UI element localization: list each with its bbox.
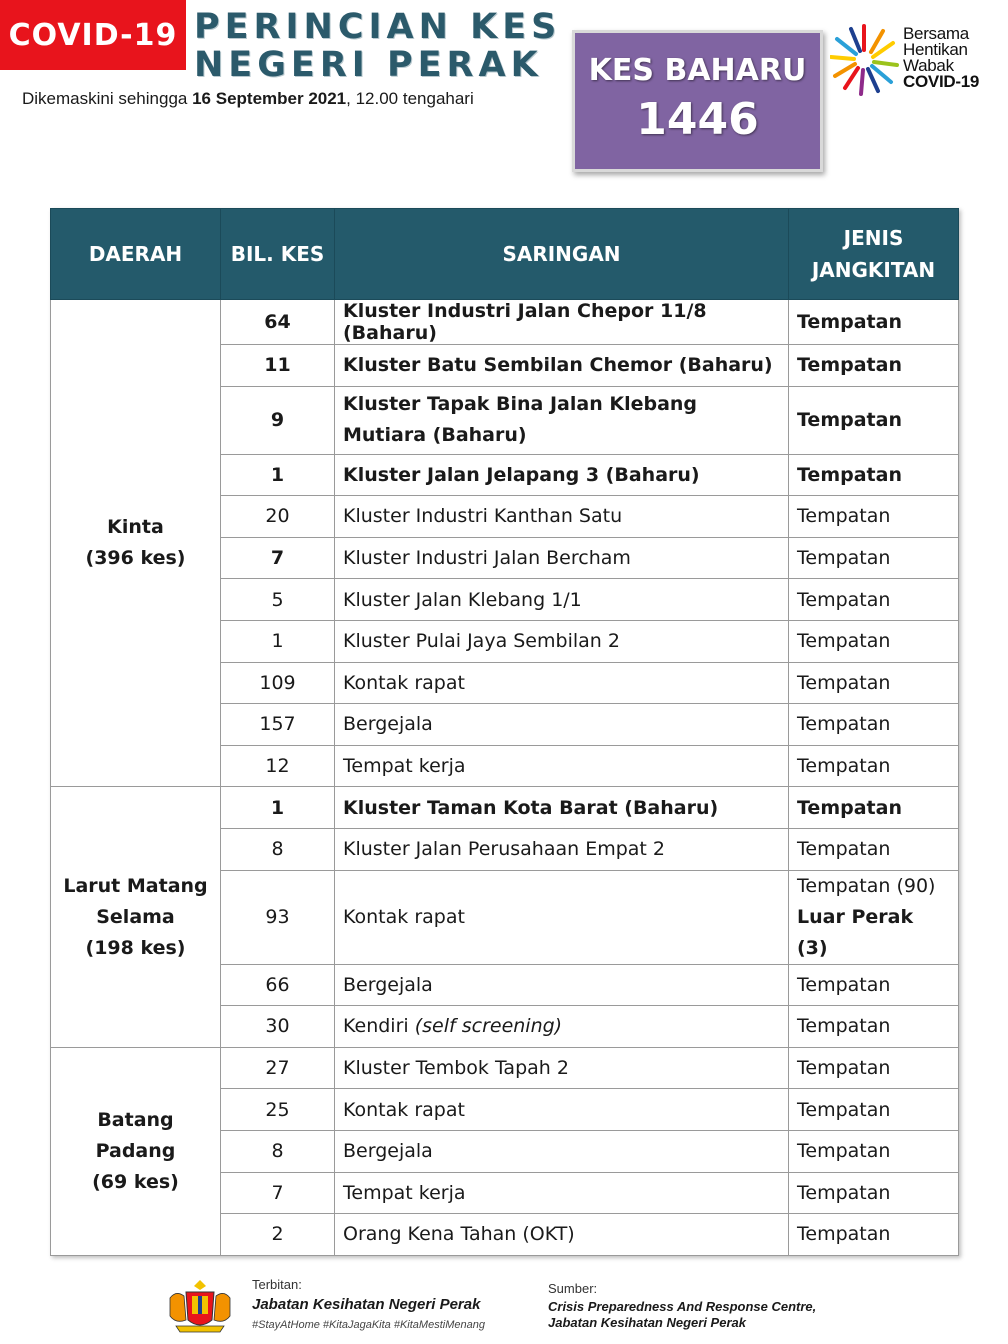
table-row <box>51 1047 959 1089</box>
bil-kes-cell: 93 <box>221 870 335 964</box>
daerah-name-line1: Larut Matang <box>63 874 208 897</box>
bil-kes-cell: 157 <box>221 704 335 746</box>
bil-kes-cell: 1 <box>221 787 335 829</box>
source-label: Sumber: <box>548 1281 598 1296</box>
footer-source <box>548 1281 816 1331</box>
source-line2: Jabatan Kesihatan Negeri Perak <box>548 1315 746 1330</box>
header-bil-kes: BIL. KES <box>221 209 335 300</box>
saringan-cell: Tempat kerja <box>335 745 789 787</box>
publisher-label: Terbitan: <box>252 1277 302 1292</box>
jenis-cell: Tempatan <box>789 964 959 1006</box>
jenis-cell: Tempatan <box>789 1130 959 1172</box>
jenis-cell: Tempatan <box>789 300 959 345</box>
publisher-name: Jabatan Kesihatan Negeri Perak <box>252 1296 481 1313</box>
bil-kes-cell: 9 <box>221 386 335 454</box>
daerah-name: Batang Padang <box>95 1108 176 1162</box>
jenis-cell: Tempatan <box>789 620 959 662</box>
saringan-cell: Kluster Taman Kota Barat (Baharu) <box>335 787 789 829</box>
daerah-name-line2: Selama <box>96 905 175 928</box>
bil-kes-cell: 5 <box>221 579 335 621</box>
page-title-line2: NEGERI PERAK <box>194 45 543 85</box>
header-saringan: SARINGAN <box>335 209 789 300</box>
saringan-cell <box>335 1006 789 1048</box>
daerah-name: Kinta <box>107 516 164 539</box>
jenis-line1: Tempatan (90) <box>797 874 936 897</box>
saringan-cell: Kluster Industri Jalan Bercham <box>335 537 789 579</box>
bil-kes-cell: 20 <box>221 496 335 538</box>
header-daerah: DAERAH <box>51 209 221 300</box>
jenis-cell: Tempatan <box>789 662 959 704</box>
updated-date: 16 September 2021 <box>192 89 347 108</box>
bil-kes-cell: 64 <box>221 300 335 345</box>
campaign-line4: COVID-19 <box>903 72 980 91</box>
bil-kes-cell: 12 <box>221 745 335 787</box>
saringan-cell: Kontak rapat <box>335 662 789 704</box>
daerah-larut-matang-selama <box>51 787 221 1047</box>
page-title <box>194 8 561 84</box>
jenis-cell <box>789 870 959 964</box>
updated-prefix: Dikemaskini sehingga <box>22 89 193 108</box>
bil-kes-cell: 8 <box>221 1130 335 1172</box>
bil-kes-cell: 7 <box>221 1172 335 1214</box>
jenis-cell: Tempatan <box>789 579 959 621</box>
saringan-italic: (self screening) <box>414 1015 563 1038</box>
saringan-cell: Kluster Industri Kanthan Satu <box>335 496 789 538</box>
jenis-cell: Tempatan <box>789 1006 959 1048</box>
campaign-line1: Bersama <box>903 24 969 43</box>
hashtags: #StayAtHome #KitaJagaKita #KitaMestiMenang <box>252 1319 485 1331</box>
bil-kes-cell: 30 <box>221 1006 335 1048</box>
jenis-cell: Tempatan <box>789 386 959 454</box>
campaign-text <box>903 26 979 90</box>
saringan-cell: Kluster Batu Sembilan Chemor (Baharu) <box>335 345 789 387</box>
bil-kes-cell: 66 <box>221 964 335 1006</box>
saringan-cell: Kontak rapat <box>335 870 789 964</box>
starburst-icon <box>830 20 902 100</box>
jenis-cell: Tempatan <box>789 454 959 496</box>
jenis-cell: Tempatan <box>789 1172 959 1214</box>
page-title-line1: PERINCIAN KES <box>194 7 562 47</box>
jenis-cell: Tempatan <box>789 537 959 579</box>
saringan-cell: Bergejala <box>335 964 789 1006</box>
bil-kes-cell: 7 <box>221 537 335 579</box>
coat-of-arms-icon <box>162 1276 238 1336</box>
table-row <box>51 787 959 829</box>
updated-suffix: , 12.00 tengahari <box>346 89 474 108</box>
jenis-cell: Tempatan <box>789 496 959 538</box>
jenis-cell: Tempatan <box>789 345 959 387</box>
jenis-cell: Tempatan <box>789 745 959 787</box>
jenis-cell: Tempatan <box>789 787 959 829</box>
jenis-cell: Tempatan <box>789 1047 959 1089</box>
saringan-cell: Kluster Jalan Klebang 1/1 <box>335 579 789 621</box>
saringan-cell: Kluster Jalan Jelapang 3 (Baharu) <box>335 454 789 496</box>
saringan-cell: Kluster Tembok Tapah 2 <box>335 1047 789 1089</box>
updated-timestamp <box>22 89 474 109</box>
table-row <box>51 300 959 345</box>
jenis-line2: Luar Perak (3) <box>797 905 914 959</box>
daerah-batang-padang <box>51 1047 221 1255</box>
jenis-cell: Tempatan <box>789 1089 959 1131</box>
bil-kes-cell: 8 <box>221 828 335 870</box>
campaign-line2: Hentikan <box>903 40 968 59</box>
jenis-cell: Tempatan <box>789 704 959 746</box>
bil-kes-cell: 11 <box>221 345 335 387</box>
campaign-line3: Wabak <box>903 56 954 75</box>
header-jenis-line1: JENIS <box>843 226 904 250</box>
bil-kes-cell: 1 <box>221 620 335 662</box>
saringan-cell: Kluster Pulai Jaya Sembilan 2 <box>335 620 789 662</box>
table-header-row <box>51 209 959 300</box>
saringan-cell: Kontak rapat <box>335 1089 789 1131</box>
bil-kes-cell: 1 <box>221 454 335 496</box>
bil-kes-cell: 27 <box>221 1047 335 1089</box>
source-line1: Crisis Preparedness And Response Centre, <box>548 1299 817 1314</box>
bil-kes-cell: 2 <box>221 1214 335 1256</box>
saringan-cell: Tempat kerja <box>335 1172 789 1214</box>
campaign-logo <box>830 20 1000 100</box>
saringan-cell: Kluster Tapak Bina Jalan Klebang Mutiara (Baharu) <box>335 386 789 454</box>
saringan-cell: Bergejala <box>335 704 789 746</box>
jenis-cell: Tempatan <box>789 1214 959 1256</box>
new-cases-label: KES BAHARU <box>588 53 807 88</box>
new-cases-value: 1446 <box>636 94 759 145</box>
jenis-cell: Tempatan <box>789 828 959 870</box>
case-breakdown-table <box>50 208 959 1256</box>
covid19-badge: COVID-19 <box>0 0 186 70</box>
saringan-prefix: Kendiri <box>343 1015 415 1038</box>
saringan-cell: Bergejala <box>335 1130 789 1172</box>
footer-publisher <box>252 1277 485 1331</box>
daerah-kinta <box>51 300 221 787</box>
saringan-cell: Orang Kena Tahan (OKT) <box>335 1214 789 1256</box>
header-jenis-line2: JANGKITAN <box>811 258 936 282</box>
saringan-cell: Kluster Jalan Perusahaan Empat 2 <box>335 828 789 870</box>
bil-kes-cell: 25 <box>221 1089 335 1131</box>
new-cases-box <box>572 30 823 172</box>
bil-kes-cell: 109 <box>221 662 335 704</box>
header-jenis-jangkitan <box>789 209 959 300</box>
daerah-total: (198 kes) <box>85 936 186 959</box>
daerah-total: (396 kes) <box>85 547 186 570</box>
daerah-total: (69 kes) <box>92 1170 179 1193</box>
saringan-cell: Kluster Industri Jalan Chepor 11/8 (Baharu) <box>335 300 789 345</box>
